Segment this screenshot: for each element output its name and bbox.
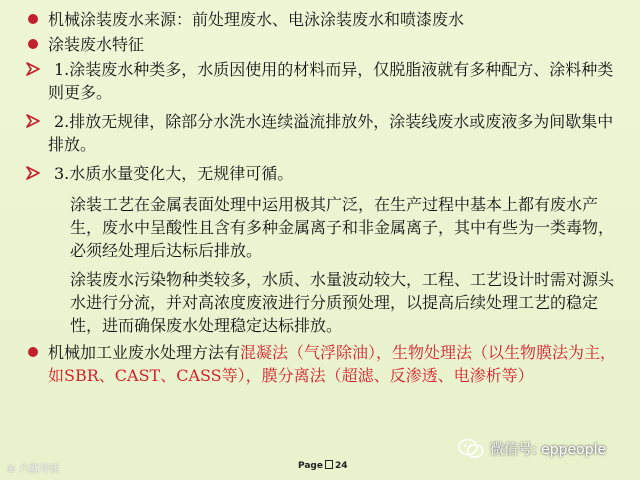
bullet-features-text: 涂装废水特征 [48, 35, 145, 54]
paragraph-process: 涂装工艺在金属表面处理中运用极其广泛，在生产过程中基本上都有废水产生，废水中呈酸性且含有多种金属离子和非金属离子，其中有些为一类毒物，必须经处理后达标后排放。 [70, 195, 615, 260]
bullet-features [26, 33, 626, 56]
page-number-value: 24 [334, 461, 348, 471]
bullet-methods-highlight: 混凝法（气浮除油），生物处理法（以生物膜法为主，如SBR、CAST、CASS等），膜分离法（超滤、反渗透、电渗析等） [48, 343, 617, 385]
item-1 [26, 58, 626, 104]
item-1-text: 1.涂装废水种类多，水质因使用的材料而异，仅脱脂液就有多种配方、涂料种类则更多。 [48, 60, 614, 102]
watermark-right-text: 微信号: eppeople [490, 442, 607, 458]
paragraph-pollutants: 涂装废水污染物种类较多，水质、水量波动较大，工程、工艺设计时需对源头水进行分流，并对高浓度废液进行分质预处理，以提高后续处理工艺的稳定性，进而确保废水处理稳定达标排放。 [70, 270, 615, 335]
item-2-text: 2.排放无规律，除部分水洗水连续溢流排放外，涂装线废水或废液多为间歇集中排放。 [48, 112, 614, 154]
bullet-methods-prefix: 机械加工业废水处理方法有 [48, 343, 241, 362]
wechat-icon [458, 438, 484, 460]
item-3-text: 3.水质水量变化大，无规律可循。 [54, 164, 294, 183]
slide-content [26, 8, 626, 387]
item-3 [26, 162, 626, 185]
page-number [298, 460, 348, 471]
page-prefix: Page [298, 461, 323, 471]
watermark-left: © 六就导读 [6, 464, 60, 475]
watermark-right [458, 438, 606, 460]
bullet-methods [26, 341, 626, 387]
red-dot-bullet-icon [28, 39, 38, 49]
page-box-icon [325, 460, 333, 469]
red-dot-bullet-icon [28, 347, 38, 357]
arrow-bullet-icon [26, 62, 40, 76]
red-dot-bullet-icon [28, 14, 38, 24]
bullet-source [26, 8, 626, 31]
item-2 [26, 110, 626, 156]
arrow-bullet-icon [26, 114, 40, 128]
arrow-bullet-icon [26, 166, 40, 180]
bullet-source-text: 机械涂装废水来源：前处理废水、电泳涂装废水和喷漆废水 [48, 10, 465, 29]
